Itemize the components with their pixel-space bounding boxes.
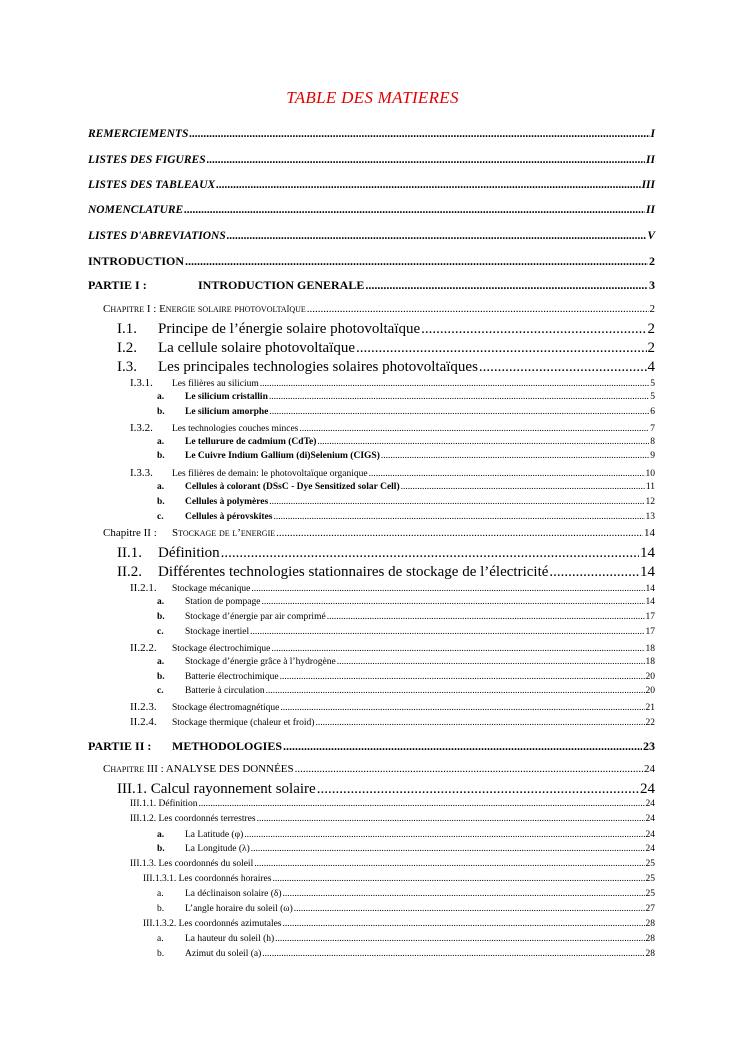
toc-entry-title: Différentes technologies stationnaires de stockage de l’électricité: [158, 564, 549, 580]
toc-entry-title: III.1.3. Les coordonnés du soleil: [130, 859, 254, 869]
toc-entry-title: Stockage électrochimique: [172, 644, 271, 654]
toc-entry[interactable]: [157, 935, 655, 945]
toc-entry-page: 9: [650, 451, 655, 461]
dot-leader: [283, 920, 645, 930]
toc-entry-title: L’angle horaire du soleil (ω): [185, 904, 293, 914]
dot-leader: [227, 231, 647, 243]
dot-leader: [254, 860, 644, 870]
toc-entry-number: b.: [157, 407, 165, 417]
toc-entry-page: 24: [640, 781, 655, 797]
toc-entry-page: 7: [650, 424, 655, 434]
dot-leader: [269, 393, 649, 403]
dot-leader: [257, 815, 645, 825]
dot-leader: [356, 341, 646, 356]
toc-entry[interactable]: [88, 740, 655, 752]
toc-entry[interactable]: [157, 438, 655, 448]
toc-entry-page: 3: [649, 278, 655, 292]
toc-entry-page: 17: [645, 612, 655, 622]
toc-entry-number: a.: [157, 392, 165, 402]
toc-entry[interactable]: [117, 360, 655, 375]
toc-entry-page: 20: [645, 672, 655, 682]
toc-entry-number: b.: [157, 497, 165, 507]
toc-entry-page: 25: [645, 889, 655, 899]
toc-entry-number: II.2.1.: [130, 582, 157, 594]
toc-entry-title: Le silicium cristallin: [185, 392, 268, 402]
toc-entry-title: III.1.3.1. Les coordonnés horaires: [143, 874, 272, 884]
toc-entry-page: 24: [644, 763, 655, 775]
toc-entry-page: 24: [645, 844, 655, 854]
toc-entry[interactable]: [157, 598, 655, 608]
toc-entry[interactable]: [130, 378, 655, 390]
toc-title: TABLE DES MATIERES: [286, 88, 459, 107]
toc-entry[interactable]: [157, 393, 655, 403]
toc-entry-number: I.1.: [117, 321, 137, 337]
toc-entry-page: 11: [645, 482, 655, 492]
toc-entry-page: 12: [645, 497, 655, 507]
toc-entry-title: Chapitre I : Energie solaire photovoltaïque: [103, 303, 306, 315]
toc-entry-title: Stockage électromagnétique: [172, 703, 280, 713]
toc-entry-number: b.: [157, 949, 165, 959]
dot-leader: [199, 800, 645, 810]
toc-entry-page: 27: [645, 904, 655, 914]
toc-entry-page: 14: [644, 527, 655, 539]
toc-entry-page: 10: [645, 469, 655, 479]
toc-entry-title: Stockage d’énergie grâce à l’hydrogène: [185, 657, 336, 667]
toc-entry-title: Batterie électrochimique: [185, 672, 279, 682]
dot-leader: [273, 513, 644, 523]
dot-leader: [272, 875, 644, 885]
toc-entry-page: 6: [650, 407, 655, 417]
toc-entry-title: Cellules à polymères: [185, 497, 269, 507]
toc-entry-title: La Latitude (φ): [185, 830, 244, 840]
toc-entry-number: PARTIE II :: [88, 739, 152, 753]
toc-entry-number: b.: [157, 844, 165, 854]
dot-leader: [479, 360, 647, 375]
dot-leader: [327, 613, 645, 623]
dot-leader: [401, 483, 645, 493]
toc-entry-title: REMERCIEMENTS: [88, 128, 189, 140]
toc-entry[interactable]: [130, 702, 655, 714]
toc-entry-page: 23: [643, 739, 655, 753]
toc-entry[interactable]: [130, 583, 655, 595]
dot-leader: [250, 628, 644, 638]
toc-entry[interactable]: [88, 279, 655, 291]
toc-entry-page: 4: [647, 359, 655, 375]
toc-entry-title: LISTES DES TABLEAUX: [88, 179, 216, 191]
toc-entry[interactable]: [130, 717, 655, 729]
toc-entry-title: III.1.1. Définition: [130, 799, 198, 809]
toc-entry-number: I.2.: [117, 340, 137, 356]
dot-leader: [283, 740, 642, 752]
toc-entry[interactable]: [130, 643, 655, 655]
toc-entry-page: 14: [645, 597, 655, 607]
dot-leader: [189, 129, 649, 141]
toc-entry-title: Les filières de demain: le photovoltaïque organique: [172, 469, 368, 479]
toc-entry-title: Cellules à pérovskites: [185, 512, 273, 522]
toc-entry[interactable]: [88, 205, 655, 217]
toc-entry-title: Les principales technologies solaires photovoltaïques: [158, 359, 478, 375]
toc-entry-title: LISTES D'ABREVIATIONS: [88, 230, 226, 242]
toc-entry[interactable]: [157, 658, 655, 668]
toc-entry[interactable]: [117, 782, 655, 797]
toc-entry-number: b.: [157, 904, 165, 914]
toc-entry-number: c.: [157, 512, 164, 522]
dot-leader: [269, 498, 644, 508]
toc-entry[interactable]: [130, 860, 655, 870]
dot-leader: [283, 890, 645, 900]
dot-leader: [337, 658, 645, 668]
toc-entry-title: Le Cuivre Indium Gallium (di)Selenium (CIGS): [185, 451, 380, 461]
dot-leader: [260, 380, 649, 390]
toc-entry[interactable]: [117, 341, 655, 356]
toc-entry-title: La Longitude (λ): [185, 844, 250, 854]
dot-leader: [271, 645, 644, 655]
toc-entry-page: 2: [647, 340, 655, 356]
toc-entry-number: I.3.1.: [130, 377, 153, 389]
toc-entry-page: 5: [650, 379, 655, 389]
toc-entry-title: Le tellurure de cadmium (CdTe): [185, 437, 317, 447]
toc-entry-title: La déclinaison solaire (δ): [185, 889, 282, 899]
dot-leader: [251, 585, 644, 595]
toc-entry[interactable]: [143, 875, 655, 885]
toc-entry-title: Azimut du soleil (a): [185, 949, 262, 959]
toc-entry[interactable]: [130, 468, 655, 480]
dot-leader: [549, 565, 639, 580]
toc-entry-page: 5: [650, 392, 655, 402]
toc-entry-page: 24: [645, 830, 655, 840]
toc-entry-page: 28: [645, 919, 655, 929]
toc-entry[interactable]: [157, 890, 655, 900]
dot-leader: [307, 304, 649, 315]
toc-entry-page: 14: [640, 545, 655, 561]
dot-leader: [221, 546, 639, 561]
dot-leader: [295, 764, 643, 775]
toc-entry-number: II.2.3.: [130, 701, 157, 713]
toc-entry[interactable]: [103, 764, 655, 775]
toc-entry[interactable]: [157, 483, 655, 493]
toc-entry-title: III.1.3.2. Les coordonnés azimutales: [143, 919, 282, 929]
toc-entry-page: 24: [645, 814, 655, 824]
toc-entry-page: III: [641, 179, 655, 191]
toc-entry[interactable]: [157, 513, 655, 523]
toc-entry-number: I.3.: [117, 359, 137, 375]
dot-leader: [266, 687, 645, 697]
toc-entry-page: I: [650, 128, 655, 140]
toc-entry-title: Principe de l’énergie solaire photovoltaïque: [158, 321, 421, 337]
toc-entry-number: II.2.2.: [130, 642, 157, 654]
toc-entry-page: 28: [645, 934, 655, 944]
toc-entry-page: V: [647, 230, 655, 242]
toc-entry-title: III.1.2. Les coordonnés terrestres: [130, 814, 256, 824]
toc-entry[interactable]: [157, 613, 655, 623]
toc-entry-title: Chapitre III : ANALYSE DES DONNÉES: [103, 763, 294, 775]
dot-leader: [269, 408, 649, 418]
dot-leader: [216, 180, 640, 192]
toc-entry[interactable]: [157, 687, 655, 697]
toc-entry[interactable]: [130, 423, 655, 435]
dot-leader: [421, 322, 646, 337]
toc-entry-number: c.: [157, 627, 164, 637]
toc-entry-page: 22: [645, 718, 655, 728]
dot-leader: [275, 935, 644, 945]
toc-entry[interactable]: [88, 231, 655, 243]
toc-entry-number: a.: [157, 830, 165, 840]
toc-entry-number: Chapitre II :: [103, 527, 157, 539]
toc-entry-page: 28: [645, 949, 655, 959]
dot-leader: [299, 425, 649, 435]
dot-leader: [207, 155, 645, 167]
toc-entry[interactable]: [130, 800, 655, 810]
toc-entry[interactable]: [157, 628, 655, 638]
dot-leader: [261, 598, 644, 608]
toc-entry-title: Batterie à circulation: [185, 686, 265, 696]
toc-entry-number: II.2.4.: [130, 716, 157, 728]
toc-entry-page: 18: [645, 657, 655, 667]
toc-entry-page: 25: [645, 874, 655, 884]
toc-entry-number: a.: [157, 889, 164, 899]
dot-leader: [315, 719, 644, 729]
dot-leader: [317, 782, 639, 797]
toc-entry-page: 18: [645, 644, 655, 654]
toc-entry[interactable]: [157, 905, 655, 915]
toc-entry-title: NOMENCLATURE: [88, 204, 184, 216]
toc-entry[interactable]: [157, 408, 655, 418]
toc-entry-number: I.3.3.: [130, 467, 153, 479]
dot-leader: [280, 673, 645, 683]
dot-leader: [251, 845, 645, 855]
dot-leader: [276, 528, 643, 539]
dot-leader: [317, 438, 649, 448]
toc-entry-number: a.: [157, 597, 165, 607]
toc-entry-number: PARTIE I :: [88, 278, 147, 292]
toc-entry-title: La cellule solaire photovoltaïque: [158, 340, 356, 356]
toc-entry[interactable]: [157, 673, 655, 683]
toc-entry-title: LISTES DES FIGURES: [88, 154, 206, 166]
toc-entry[interactable]: [130, 815, 655, 825]
toc-entry[interactable]: [157, 452, 655, 462]
dot-leader: [294, 905, 645, 915]
toc-entry-number: b.: [157, 612, 165, 622]
toc-entry-page: 8: [650, 437, 655, 447]
toc-entry-page: 2: [647, 321, 655, 337]
toc-entry-page: 17: [645, 627, 655, 637]
toc-entry-number: a.: [157, 482, 165, 492]
toc-entry-page: II: [646, 204, 655, 216]
toc-entry-title: Stockage thermique (chaleur et froid): [172, 718, 315, 728]
toc-entry-title: Les technologies couches minces: [172, 424, 299, 434]
toc-entry-title: METHODOLOGIES: [172, 739, 283, 753]
toc-entry[interactable]: [117, 565, 655, 580]
toc-entry[interactable]: [157, 831, 655, 841]
toc-entry-page: 2: [649, 303, 655, 315]
toc-entry-title: Stockage inertiel: [185, 627, 250, 637]
toc-entry-page: 25: [645, 859, 655, 869]
toc-entry[interactable]: [157, 950, 655, 960]
dot-leader: [185, 255, 648, 267]
toc-entry-title: Stockage mécanique: [172, 584, 251, 594]
toc-entry-page: 13: [645, 512, 655, 522]
toc-entry-number: a.: [157, 437, 165, 447]
toc-entry-number: b.: [157, 672, 165, 682]
toc-entry-title: INTRODUCTION GENERALE: [198, 278, 365, 292]
toc-entry-page: 14: [645, 584, 655, 594]
toc-entry[interactable]: [88, 155, 655, 167]
dot-leader: [262, 950, 644, 960]
dot-leader: [184, 205, 645, 217]
dot-leader: [244, 831, 644, 841]
toc-entry-number: II.1.: [117, 545, 142, 561]
toc-entry-page: 21: [645, 703, 655, 713]
toc-entry[interactable]: [117, 322, 655, 337]
toc-entry[interactable]: [157, 498, 655, 508]
toc-entry-page: II: [646, 154, 655, 166]
toc-entry-title: INTRODUCTION: [88, 254, 185, 268]
toc-entry-number: I.3.2.: [130, 422, 153, 434]
toc-entry-page: 14: [640, 564, 655, 580]
dot-leader: [381, 452, 649, 462]
toc-entry-page: 20: [645, 686, 655, 696]
toc-entry-number: II.2.: [117, 564, 142, 580]
toc-entry-title: Les filières au silicium: [172, 379, 259, 389]
dot-leader: [369, 470, 645, 480]
toc-entry[interactable]: [88, 255, 655, 267]
toc-entry-title: Le silicium amorphe: [185, 407, 269, 417]
toc-entry-title: Stockage d’énergie par air comprimé: [185, 612, 326, 622]
toc-entry-title: La hauteur du soleil (h): [185, 934, 275, 944]
dot-leader: [280, 704, 644, 714]
toc-entry[interactable]: [88, 129, 655, 141]
toc-entry[interactable]: [117, 546, 655, 561]
toc-entry-number: b.: [157, 451, 165, 461]
toc-entry-title: Stockage de l’energie: [172, 527, 276, 539]
toc-entry-title: Station de pompage: [185, 597, 261, 607]
toc-entry[interactable]: [143, 920, 655, 930]
toc-entry-title: Cellules à colorant (DSsC - Dye Sensitized solar Cell): [185, 482, 400, 492]
toc-entry-page: 2: [649, 254, 655, 268]
toc-entry[interactable]: [103, 304, 655, 315]
toc-entry-title: Définition: [158, 545, 220, 561]
toc-entry-number: a.: [157, 657, 165, 667]
dot-leader: [365, 279, 648, 291]
toc-entry[interactable]: [157, 845, 655, 855]
toc-entry[interactable]: [88, 180, 655, 192]
toc-entry-number: c.: [157, 686, 164, 696]
toc-entry-number: a.: [157, 934, 164, 944]
toc-entry-title: III.1. Calcul rayonnement solaire: [117, 781, 316, 797]
toc-entry-page: 24: [645, 799, 655, 809]
toc-entry[interactable]: [103, 528, 655, 539]
